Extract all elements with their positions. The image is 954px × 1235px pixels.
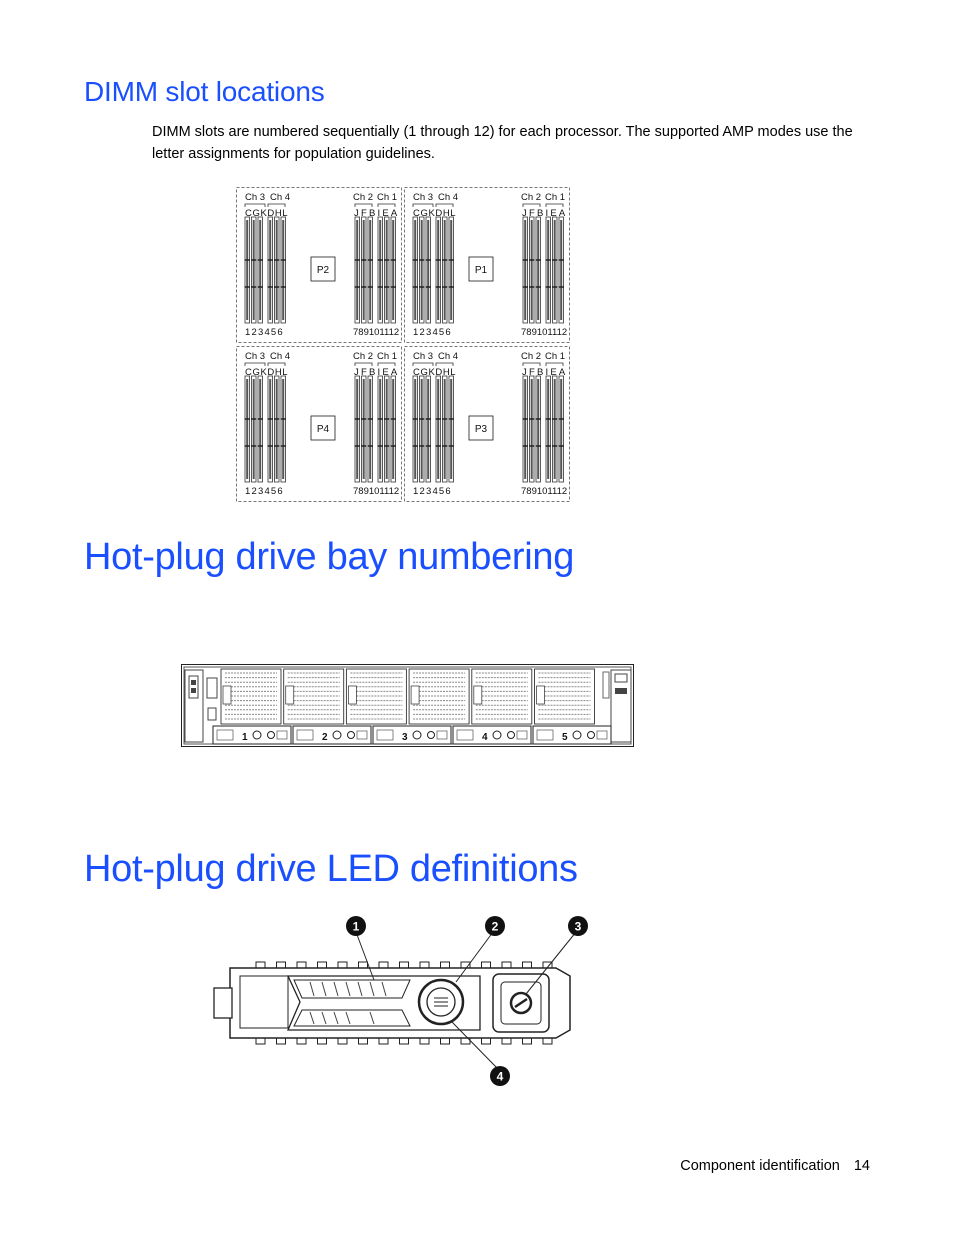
channel-label: Ch 1 <box>545 351 566 362</box>
channel-label: Ch 3 <box>413 351 434 362</box>
channel-bracket <box>413 363 433 366</box>
page-number: 14 <box>853 1158 870 1174</box>
drive-tab-top <box>441 962 450 968</box>
slot-numbers: 123456 <box>245 327 284 338</box>
dimm-slot-contacts <box>253 220 255 320</box>
dimm-slot-contacts <box>259 220 261 320</box>
channel-bracket <box>268 363 285 366</box>
callout-number: 2 <box>491 919 499 934</box>
grille-latch <box>223 686 231 704</box>
drive-bay-number: 1 <box>242 732 248 743</box>
slot-numbers: 123456 <box>413 486 452 497</box>
dimm-slot-contacts <box>554 379 556 479</box>
slot-numbers: 789101112 <box>521 327 568 338</box>
drive-tab-bottom <box>277 1038 286 1044</box>
slot-numbers: 789101112 <box>353 486 400 497</box>
dimm-quadrant <box>245 351 400 497</box>
drive-activity-led <box>493 731 501 739</box>
channel-label: Ch 4 <box>270 192 291 203</box>
dimm-quadrant <box>413 351 568 497</box>
processor-label: P3 <box>474 424 488 435</box>
dimm-slot-contacts <box>269 379 271 479</box>
tray-release <box>597 731 607 739</box>
channel-bracket <box>436 363 453 366</box>
drive-tab-top <box>359 962 368 968</box>
processor-label: P1 <box>474 265 488 276</box>
channel-label: Ch 3 <box>245 351 266 362</box>
tray-release <box>437 731 447 739</box>
slot-letters: CGKDHL <box>245 208 289 219</box>
channel-label: Ch 2 <box>353 192 374 203</box>
dimm-slot-contacts <box>363 220 365 320</box>
dimm-slot-contacts <box>379 220 381 320</box>
dimm-slot-contacts <box>427 220 429 320</box>
dimm-slot-diagram <box>236 187 572 505</box>
channel-label: Ch 3 <box>413 192 434 203</box>
drive-tab-top <box>482 962 491 968</box>
channel-bracket <box>523 363 540 366</box>
slot-letters: CGKDHL <box>413 208 457 219</box>
drive-tab-bottom <box>338 1038 347 1044</box>
dimm-slot-contacts <box>246 220 248 320</box>
slot-numbers: 789101112 <box>521 486 568 497</box>
channel-label: Ch 4 <box>438 351 459 362</box>
channel-label: Ch 3 <box>245 192 266 203</box>
dimm-slot-contacts <box>246 379 248 479</box>
dimm-slot-contacts <box>560 379 562 479</box>
channel-bracket <box>413 204 433 207</box>
dimm-slot-contacts <box>531 379 533 479</box>
drive-bay-panel <box>181 664 635 748</box>
dimm-slot-contacts <box>369 379 371 479</box>
dimm-slot-contacts <box>269 220 271 320</box>
dimm-slot-contacts <box>253 379 255 479</box>
dimm-slot-contacts <box>444 379 446 479</box>
dimm-slot-contacts <box>276 220 278 320</box>
slot-letters: CGKDHL <box>245 367 289 378</box>
bay-numbering-title: Hot-plug drive bay numbering <box>84 536 575 578</box>
channel-bracket <box>523 204 540 207</box>
dimm-slot-contacts <box>356 220 358 320</box>
drive-bay-number: 2 <box>322 732 328 743</box>
dimm-slot-contacts <box>537 220 539 320</box>
dimm-slot-contacts <box>427 379 429 479</box>
channel-bracket <box>378 204 395 207</box>
dimm-slot-contacts <box>386 379 388 479</box>
slot-letters: CGKDHL <box>413 367 457 378</box>
drive-tab-top <box>256 962 265 968</box>
grille-latch <box>286 686 294 704</box>
drive-activity-led <box>253 731 261 739</box>
drive-tab-top <box>338 962 347 968</box>
drive-tab-top <box>318 962 327 968</box>
drive-status-led <box>268 732 275 739</box>
drive-tab-bottom <box>318 1038 327 1044</box>
dimm-slot-contacts <box>560 220 562 320</box>
drive-tab-bottom <box>543 1038 552 1044</box>
dimm-slot-contacts <box>450 379 452 479</box>
drive-tab-bottom <box>297 1038 306 1044</box>
channel-bracket <box>546 204 563 207</box>
channel-label: Ch 1 <box>545 192 566 203</box>
dimm-slot-contacts <box>437 379 439 479</box>
dimm-slot-contacts <box>414 379 416 479</box>
callout-number: 4 <box>496 1069 504 1084</box>
dimm-slot-contacts <box>450 220 452 320</box>
drive-tab-bottom <box>523 1038 532 1044</box>
slot-letters: JFBIEA <box>522 208 568 219</box>
slot-letters: JFBIEA <box>522 367 568 378</box>
dimm-slot-contacts <box>437 220 439 320</box>
dimm-quadrant <box>245 192 400 338</box>
channel-bracket <box>268 204 285 207</box>
channel-label: Ch 1 <box>377 192 398 203</box>
drive-tab-top <box>297 962 306 968</box>
drive-tab-bottom <box>420 1038 429 1044</box>
dimm-slot-contacts <box>369 220 371 320</box>
processor-label: P4 <box>316 424 330 435</box>
drive-tab-top <box>277 962 286 968</box>
channel-bracket <box>378 363 395 366</box>
dimm-slot-contacts <box>531 220 533 320</box>
dimm-quadrant <box>413 192 568 338</box>
drive-tab-bottom <box>359 1038 368 1044</box>
dimm-slot-contacts <box>444 220 446 320</box>
dimm-slot-contacts <box>392 379 394 479</box>
drive-activity-led <box>573 731 581 739</box>
dimm-description: DIMM slots are numbered sequentially (1 through 12) for each processor. The supported AMP modes use the letter assignments for population guidelines. <box>152 124 853 162</box>
channel-label: Ch 2 <box>353 351 374 362</box>
drive-tab-top <box>523 962 532 968</box>
dimm-slot-contacts <box>547 379 549 479</box>
tray-release <box>357 731 367 739</box>
slot-numbers: 123456 <box>245 486 284 497</box>
tray-handle <box>377 730 393 740</box>
channel-bracket <box>355 204 372 207</box>
dimm-slot-contacts <box>259 379 261 479</box>
dimm-slot-contacts <box>386 220 388 320</box>
dimm-slot-contacts <box>537 379 539 479</box>
drive-activity-led <box>333 731 341 739</box>
dimm-slot-contacts <box>379 379 381 479</box>
channel-bracket <box>355 363 372 366</box>
processor-label: P2 <box>316 265 330 276</box>
channel-bracket <box>546 363 563 366</box>
grille-latch <box>474 686 482 704</box>
tray-release <box>277 731 287 739</box>
dimm-slot-contacts <box>524 220 526 320</box>
channel-bracket <box>436 204 453 207</box>
tray-handle <box>537 730 553 740</box>
drive-tab-bottom <box>400 1038 409 1044</box>
hot-plug-drive-illustration <box>210 910 600 1090</box>
drive-tab-bottom <box>502 1038 511 1044</box>
grille-latch <box>537 686 545 704</box>
callout-number: 1 <box>352 919 360 934</box>
grille-latch <box>411 686 419 704</box>
dimm-slot-contacts <box>554 220 556 320</box>
dimm-slot-contacts <box>276 379 278 479</box>
drive-tab-top <box>379 962 388 968</box>
tray-handle <box>297 730 313 740</box>
drive-status-led <box>588 732 595 739</box>
footer-section-name: Component identification <box>680 1158 840 1174</box>
channel-label: Ch 4 <box>270 351 291 362</box>
dimm-slot-contacts <box>282 379 284 479</box>
slot-letters: JFBIEA <box>354 367 400 378</box>
dimm-slot-contacts <box>356 379 358 479</box>
dimm-slot-contacts <box>414 220 416 320</box>
dimm-slot-contacts <box>524 379 526 479</box>
drive-activity-led <box>413 731 421 739</box>
tray-handle <box>217 730 233 740</box>
drive-tab-top <box>502 962 511 968</box>
led-definitions-title: Hot-plug drive LED definitions <box>84 848 578 890</box>
drive-tab-bottom <box>482 1038 491 1044</box>
dimm-slot-contacts <box>421 220 423 320</box>
channel-label: Ch 2 <box>521 351 542 362</box>
dimm-slot-contacts <box>282 220 284 320</box>
drive-status-led <box>508 732 515 739</box>
callout-number: 3 <box>574 919 582 934</box>
dimm-slot-contacts <box>421 379 423 479</box>
channel-bracket <box>245 363 265 366</box>
channel-label: Ch 4 <box>438 192 459 203</box>
slot-numbers: 123456 <box>413 327 452 338</box>
tray-handle <box>457 730 473 740</box>
drive-tab-bottom <box>379 1038 388 1044</box>
dimm-slot-contacts <box>547 220 549 320</box>
drive-bay-number: 3 <box>402 732 408 743</box>
drive-tab-bottom <box>441 1038 450 1044</box>
drive-tab-bottom <box>256 1038 265 1044</box>
dimm-section-title: DIMM slot locations <box>84 76 325 107</box>
tray-release <box>517 731 527 739</box>
channel-bracket <box>245 204 265 207</box>
drive-tab-top <box>400 962 409 968</box>
drive-tab-top <box>420 962 429 968</box>
drive-status-led <box>348 732 355 739</box>
drive-status-led <box>428 732 435 739</box>
drive-bay-number: 5 <box>562 732 568 743</box>
slot-letters: JFBIEA <box>354 208 400 219</box>
drive-bay-number: 4 <box>482 732 488 743</box>
slot-numbers: 789101112 <box>353 327 400 338</box>
channel-label: Ch 2 <box>521 192 542 203</box>
page-footer <box>600 1158 870 1174</box>
grille-latch <box>348 686 356 704</box>
dimm-slot-contacts <box>392 220 394 320</box>
dimm-slot-contacts <box>363 379 365 479</box>
channel-label: Ch 1 <box>377 351 398 362</box>
